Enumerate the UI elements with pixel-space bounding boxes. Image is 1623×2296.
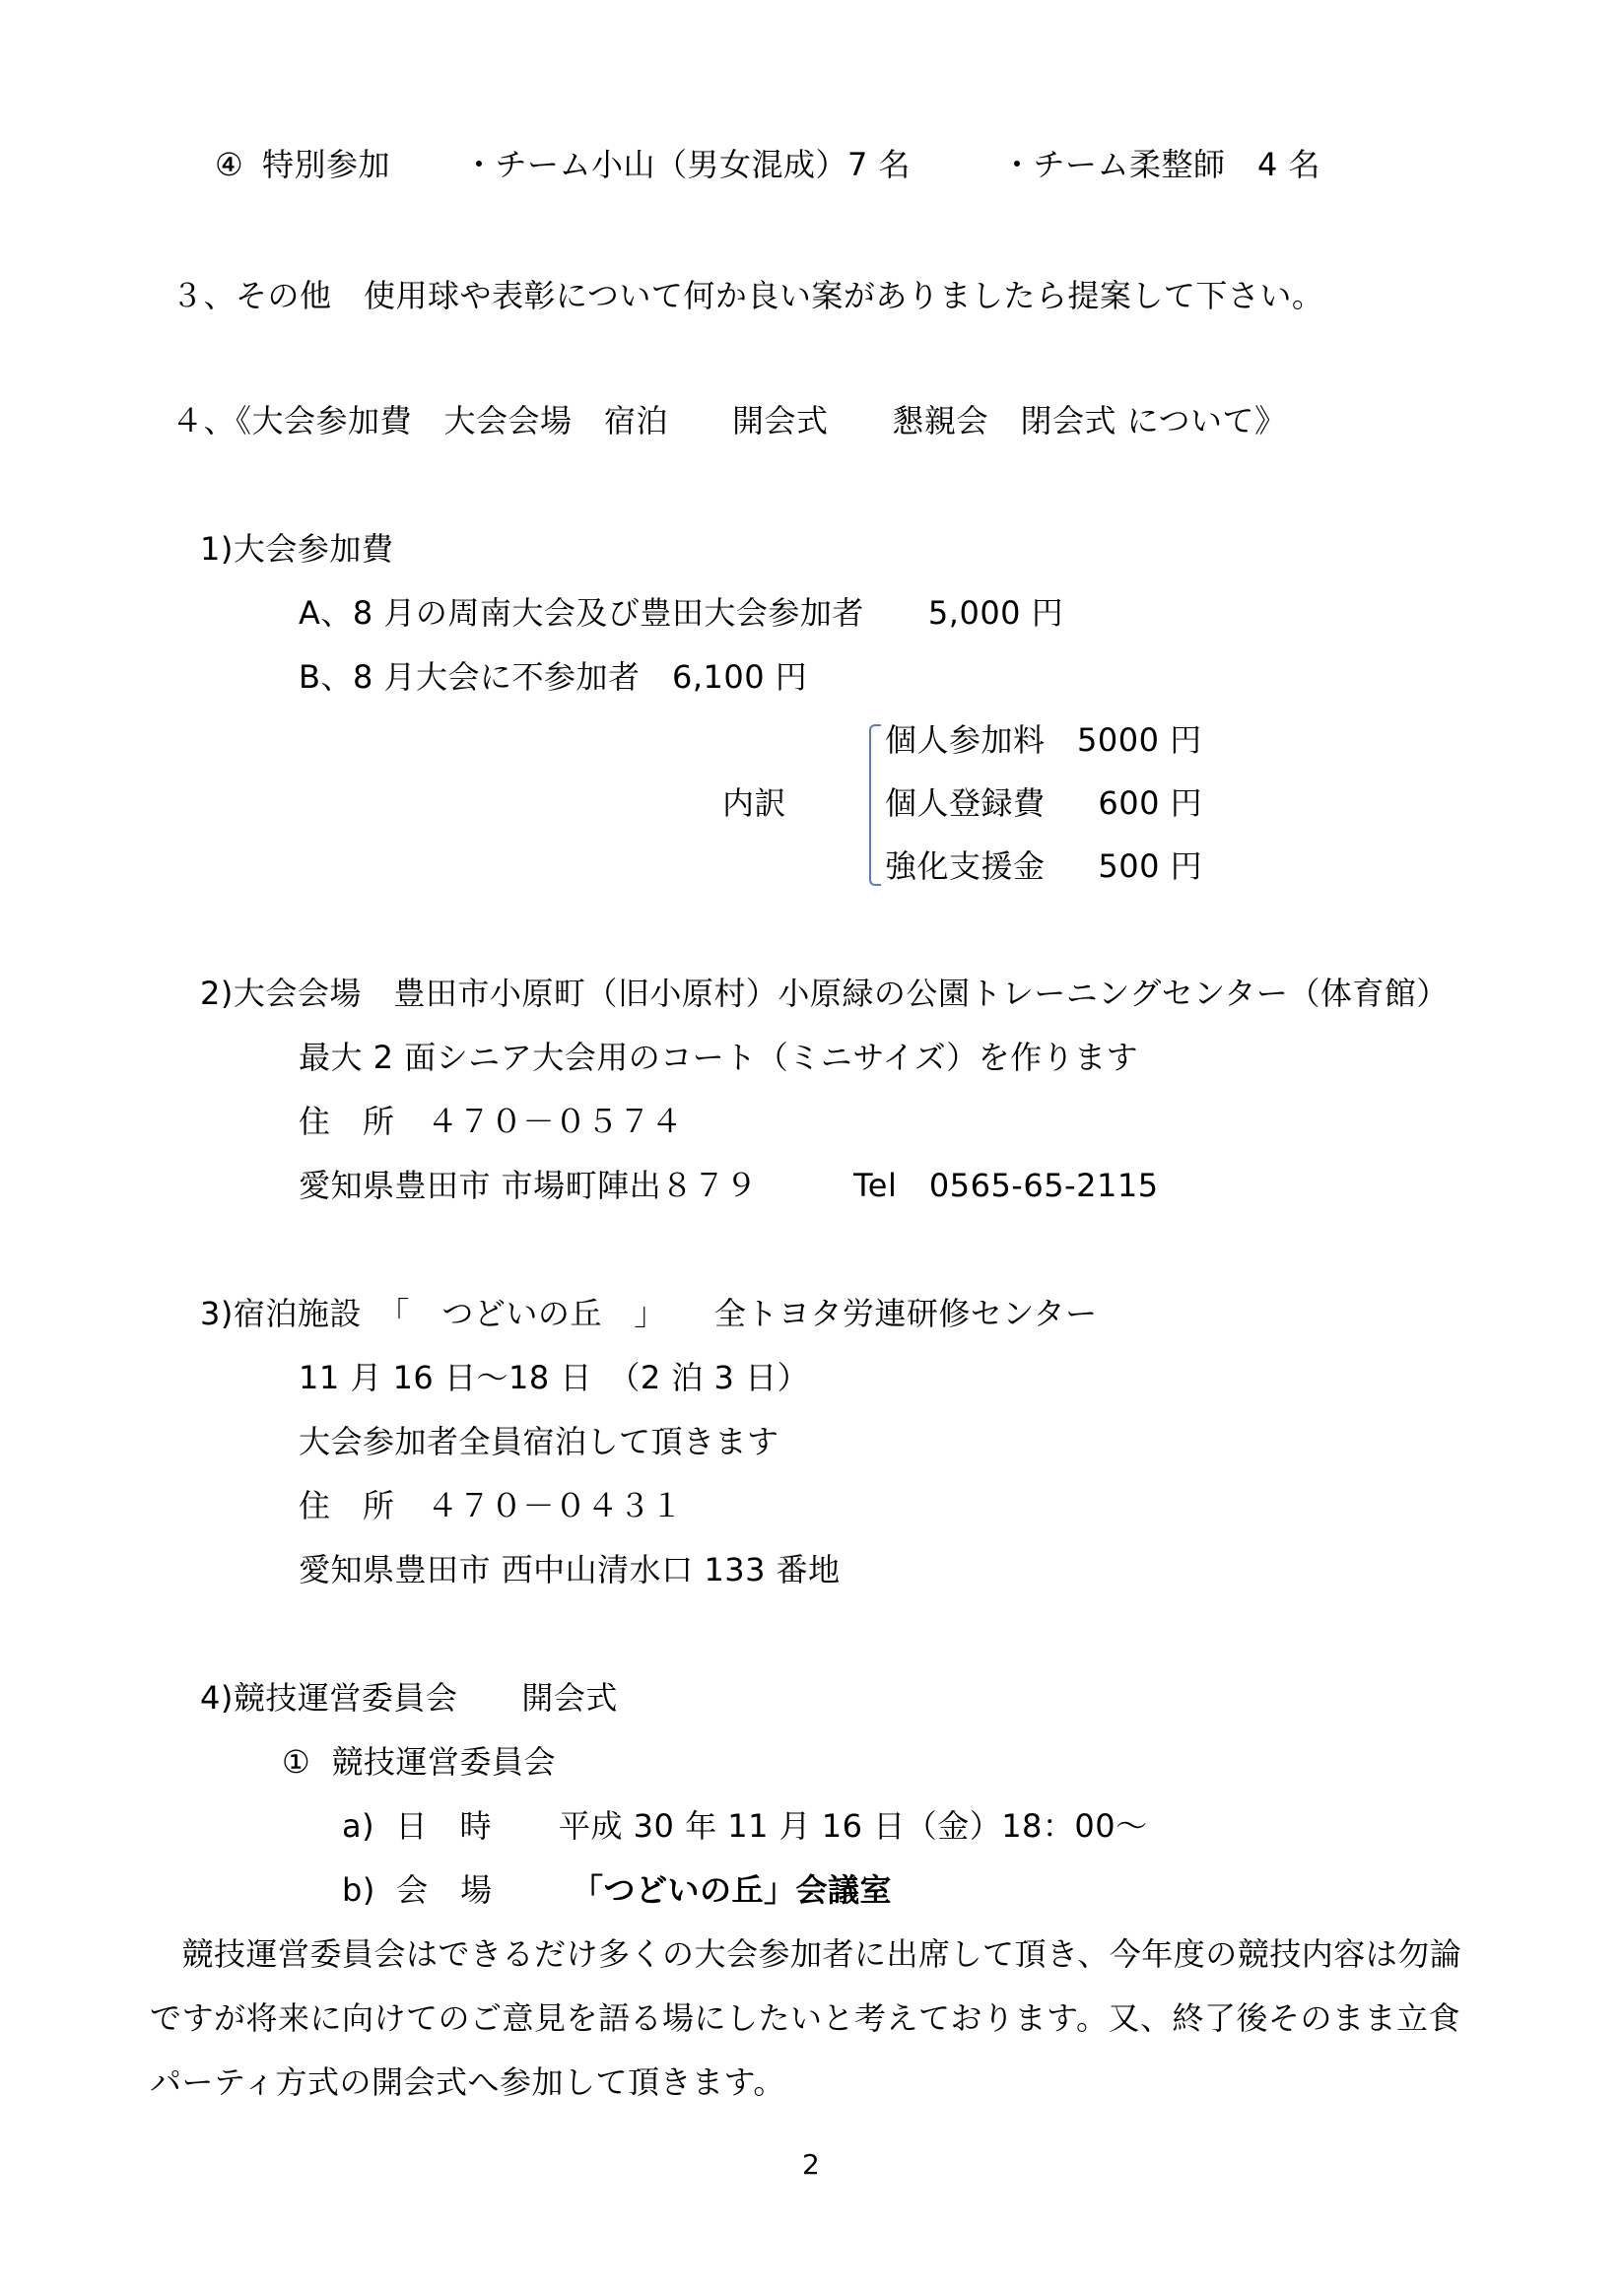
datetime-label: a) 日 時 [342,1807,492,1845]
committee-paragraph-line: パーティ方式の開会式へ参加して頂きます。 [150,2063,785,2101]
lodging-heading: 3)宿泊施設 「 つどいの丘 」 全トヨタ労連研修センター [200,1295,1098,1332]
breakdown-item: 個人参加料 5000 円 [885,721,1202,759]
committee-subheading: ① 競技運営委員会 [282,1743,557,1781]
venue-address: 愛知県豊田市 市場町陣出８７９ Tel 0565-65-2115 [299,1167,1159,1204]
breakdown-label: 内訳 [722,784,787,822]
fee-option-b: B、8 月大会に不参加者 6,100 円 [299,658,808,696]
other-section: ３、その他 使用球や表彰について何か良い案がありましたら提案して下さい。 [171,277,1324,314]
special-team-2: ・チーム柔整師 4 名 [1001,146,1321,183]
place-value: 「つどいの丘」会議室 [572,1871,893,1909]
section-4-heading: ４、《大会参加費 大会会場 宿泊 開会式 懇親会 閉会式 について》 [171,402,1287,439]
lodging-dates: 11 月 16 日～18 日 （2 泊 3 日） [299,1359,810,1396]
page-number: 2 [802,2148,821,2181]
special-number: ④ [215,146,244,183]
lodging-address: 愛知県豊田市 西中山清水口 133 番地 [299,1551,841,1588]
venue-courts: 最大 2 面シニア大会用のコート（ミニサイズ）を作ります [299,1039,1139,1076]
breakdown-item: 個人登録費 600 円 [885,784,1203,822]
lodging-postal: 住 所 ４７０－０４３１ [299,1487,684,1524]
committee-paragraph-line: 競技運営委員会はできるだけ多くの大会参加者に出席して頂き、今年度の競技内容は勿論 [150,1935,1462,1973]
lodging-note: 大会参加者全員宿泊して頂きます [299,1423,779,1460]
committee-heading: 4)競技運営委員会 開会式 [200,1679,618,1717]
special-team-1: ・チーム小山（男女混成）7 名 [463,146,912,183]
breakdown-bracket [869,724,881,886]
breakdown-item: 強化支援金 500 円 [885,847,1203,885]
place-label: b) 会 場 [342,1871,493,1909]
venue-heading: 2)大会会場 豊田市小原町（旧小原村）小原緑の公園トレーニングセンター（体育館） [200,975,1449,1012]
fee-option-a: A、8 月の周南大会及び豊田大会参加者 5,000 円 [299,594,1064,632]
venue-postal: 住 所 ４７０－０５７４ [299,1103,684,1140]
fee-heading: 1)大会参加費 [200,530,394,568]
special-label: 特別参加 [262,146,391,183]
committee-paragraph-line: ですが将来に向けてのご意見を語る場にしたいと考えております。又、終了後そのまま立食 [150,1999,1460,2037]
datetime-value: 平成 30 年 11 月 16 日（金）18：00～ [559,1807,1148,1845]
